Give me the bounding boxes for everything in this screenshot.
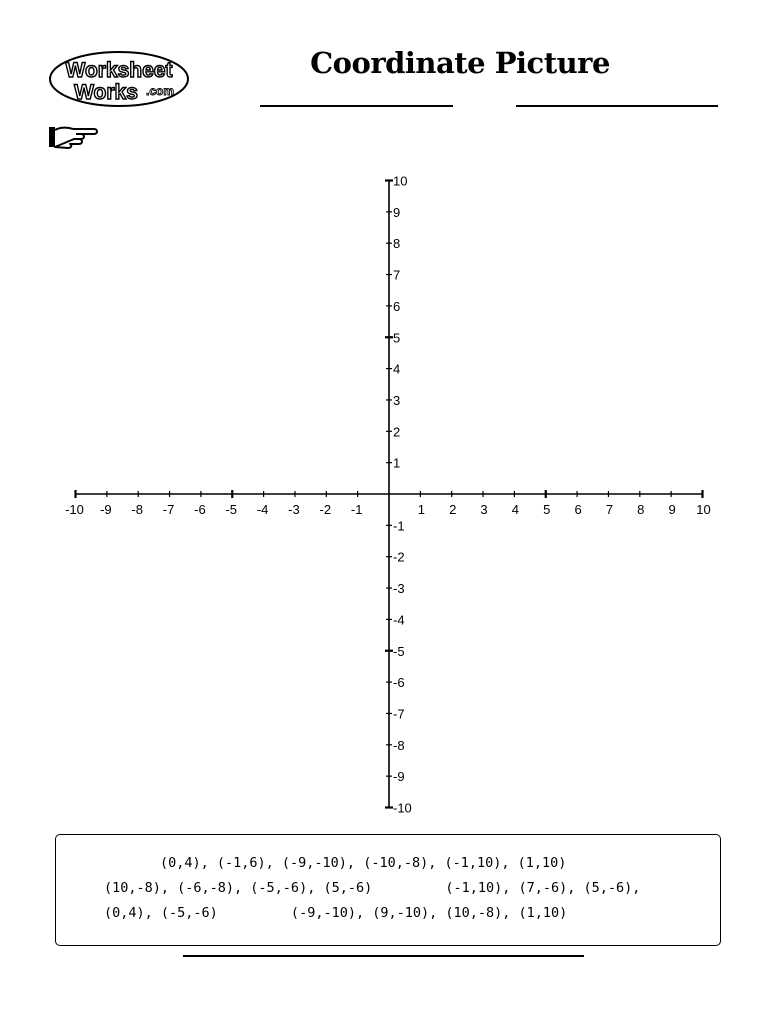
x-tick-label: 3	[480, 502, 488, 517]
y-tick-label: -2	[393, 549, 405, 565]
y-tick-label: 1	[393, 455, 401, 471]
y-tick-label: 5	[393, 330, 401, 346]
y-tick-label: -10	[393, 800, 412, 816]
answer-blank-line	[183, 955, 584, 957]
y-tick-label: -4	[393, 612, 405, 628]
logo-text-com: .com	[145, 84, 175, 98]
x-tick-label: 6	[574, 502, 582, 517]
y-tick-label: 4	[393, 361, 401, 377]
x-tick-label: -5	[225, 502, 238, 517]
x-tick-label: -1	[350, 502, 363, 517]
x-tick-label: -8	[131, 502, 143, 517]
x-tick-label: 5	[543, 502, 551, 517]
logo-text-works: Works	[74, 81, 138, 104]
worksheetworks-logo	[48, 50, 190, 108]
x-tick-label: -3	[288, 502, 300, 517]
logo-text-worksheet: Worksheet	[65, 59, 173, 82]
x-tick-label: 9	[668, 502, 676, 517]
date-blank-line	[516, 105, 718, 107]
y-tick-label: 9	[393, 204, 401, 220]
y-tick-label: -8	[393, 737, 405, 753]
name-blank-line	[260, 105, 453, 107]
coordinates-line-1: (0,4), (-1,6), (-9,-10), (-10,-8), (-1,10), (1,10)	[160, 855, 567, 871]
x-tick-label: 1	[417, 502, 425, 517]
y-tick-label: -3	[393, 581, 405, 597]
y-tick-label: -6	[393, 675, 405, 691]
x-tick-label: 10	[696, 502, 711, 517]
x-tick-label: -9	[100, 502, 112, 517]
x-tick-label: 7	[605, 502, 614, 517]
y-tick-label: 3	[393, 392, 401, 408]
x-tick-label: 8	[637, 502, 645, 517]
coordinate-plane	[60, 155, 720, 827]
coordinates-line-3: (0,4), (-5,-6) (-9,-10), (9,-10), (10,-8), (1,10)	[104, 905, 568, 921]
x-tick-label: -10	[65, 502, 84, 517]
y-tick-label: -5	[393, 643, 405, 659]
y-tick-label: 8	[393, 236, 401, 252]
x-tick-label: 4	[511, 502, 520, 517]
coordinates-line-2: (10,-8), (-6,-8), (-5,-6), (5,-6) (-1,10), (7,-6), (5,-6),	[104, 880, 641, 896]
x-tick-label: 2	[449, 502, 457, 517]
x-tick-label: -2	[319, 502, 332, 517]
x-tick-label: -7	[162, 502, 175, 517]
y-tick-label: -7	[393, 706, 405, 722]
y-tick-label: -9	[393, 769, 405, 785]
y-tick-label: 10	[393, 173, 408, 189]
x-tick-label: -6	[194, 502, 206, 517]
y-tick-label: 6	[393, 298, 401, 314]
y-tick-label: 7	[393, 267, 401, 283]
y-tick-label: -1	[393, 518, 405, 534]
y-tick-label: 2	[393, 424, 401, 440]
x-tick-label: -4	[256, 502, 269, 517]
page-title: Coordinate Picture	[310, 46, 610, 80]
pointing-hand-icon	[48, 124, 102, 150]
